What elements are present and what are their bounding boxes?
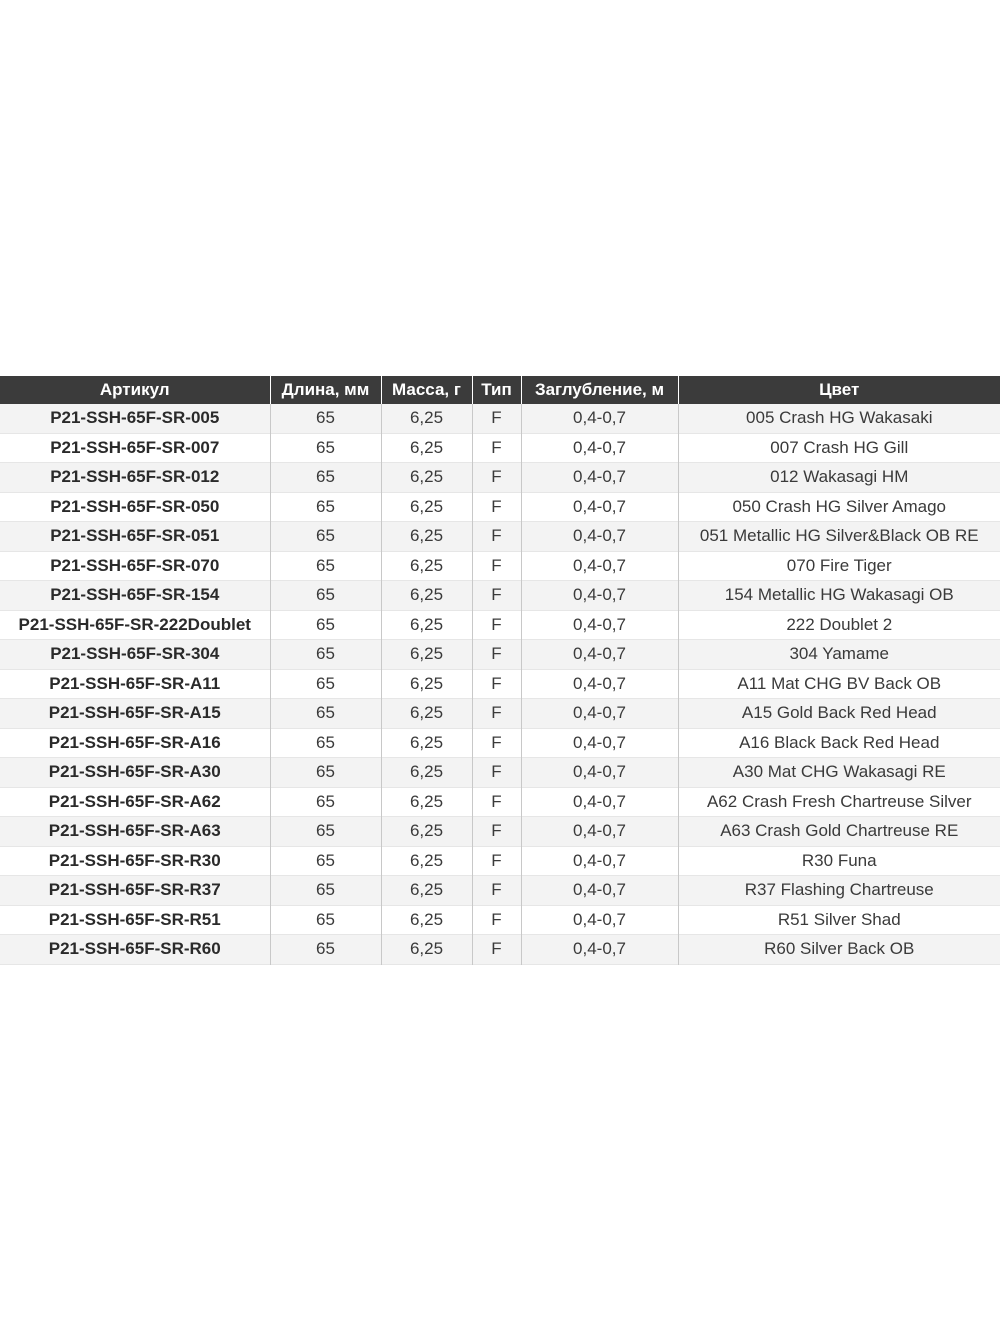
cell-mass: 6,25 [381, 669, 472, 699]
cell-article: P21-SSH-65F-SR-222Doublet [0, 610, 270, 640]
cell-type: F [472, 699, 521, 729]
header-depth: Заглубление, м [521, 376, 678, 404]
cell-color: 222 Doublet 2 [678, 610, 1000, 640]
cell-mass: 6,25 [381, 787, 472, 817]
cell-color: A11 Mat CHG BV Back OB [678, 669, 1000, 699]
cell-article: P21-SSH-65F-SR-A15 [0, 699, 270, 729]
cell-type: F [472, 817, 521, 847]
cell-article: P21-SSH-65F-SR-R30 [0, 846, 270, 876]
cell-mass: 6,25 [381, 610, 472, 640]
table-row [0, 404, 1000, 433]
cell-length: 65 [270, 876, 381, 906]
table-row [0, 876, 1000, 906]
cell-length: 65 [270, 817, 381, 847]
cell-depth: 0,4-0,7 [521, 876, 678, 906]
cell-type: F [472, 640, 521, 670]
cell-type: F [472, 846, 521, 876]
table-row [0, 581, 1000, 611]
table-header [0, 376, 1000, 404]
cell-depth: 0,4-0,7 [521, 846, 678, 876]
header-row [0, 376, 1000, 404]
cell-article: P21-SSH-65F-SR-A30 [0, 758, 270, 788]
table-row [0, 905, 1000, 935]
cell-mass: 6,25 [381, 728, 472, 758]
cell-article: P21-SSH-65F-SR-R51 [0, 905, 270, 935]
cell-color: 005 Crash HG Wakasaki [678, 404, 1000, 433]
table-row [0, 787, 1000, 817]
cell-type: F [472, 610, 521, 640]
table-row [0, 817, 1000, 847]
cell-color: A62 Crash Fresh Chartreuse Silver [678, 787, 1000, 817]
cell-mass: 6,25 [381, 876, 472, 906]
header-type: Тип [472, 376, 521, 404]
cell-depth: 0,4-0,7 [521, 492, 678, 522]
cell-length: 65 [270, 905, 381, 935]
cell-length: 65 [270, 433, 381, 463]
cell-mass: 6,25 [381, 846, 472, 876]
cell-article: P21-SSH-65F-SR-R60 [0, 935, 270, 965]
cell-length: 65 [270, 935, 381, 965]
cell-color: R51 Silver Shad [678, 905, 1000, 935]
cell-depth: 0,4-0,7 [521, 640, 678, 670]
spec-table-container [0, 376, 1000, 965]
table-row [0, 699, 1000, 729]
table-row [0, 551, 1000, 581]
cell-depth: 0,4-0,7 [521, 935, 678, 965]
cell-mass: 6,25 [381, 699, 472, 729]
cell-length: 65 [270, 846, 381, 876]
cell-mass: 6,25 [381, 433, 472, 463]
cell-article: P21-SSH-65F-SR-050 [0, 492, 270, 522]
cell-mass: 6,25 [381, 758, 472, 788]
cell-article: P21-SSH-65F-SR-051 [0, 522, 270, 552]
cell-depth: 0,4-0,7 [521, 699, 678, 729]
cell-mass: 6,25 [381, 905, 472, 935]
cell-type: F [472, 905, 521, 935]
cell-type: F [472, 758, 521, 788]
cell-color: A15 Gold Back Red Head [678, 699, 1000, 729]
cell-type: F [472, 433, 521, 463]
cell-mass: 6,25 [381, 522, 472, 552]
cell-depth: 0,4-0,7 [521, 404, 678, 433]
cell-type: F [472, 404, 521, 433]
cell-depth: 0,4-0,7 [521, 728, 678, 758]
cell-length: 65 [270, 404, 381, 433]
cell-depth: 0,4-0,7 [521, 817, 678, 847]
cell-mass: 6,25 [381, 404, 472, 433]
cell-length: 65 [270, 669, 381, 699]
cell-depth: 0,4-0,7 [521, 610, 678, 640]
cell-length: 65 [270, 699, 381, 729]
cell-depth: 0,4-0,7 [521, 581, 678, 611]
cell-length: 65 [270, 492, 381, 522]
cell-depth: 0,4-0,7 [521, 669, 678, 699]
cell-article: P21-SSH-65F-SR-007 [0, 433, 270, 463]
cell-type: F [472, 522, 521, 552]
cell-type: F [472, 551, 521, 581]
cell-length: 65 [270, 551, 381, 581]
table-row [0, 640, 1000, 670]
cell-depth: 0,4-0,7 [521, 551, 678, 581]
table-row [0, 433, 1000, 463]
cell-type: F [472, 669, 521, 699]
cell-type: F [472, 876, 521, 906]
cell-color: A63 Crash Gold Chartreuse RE [678, 817, 1000, 847]
cell-article: P21-SSH-65F-SR-A16 [0, 728, 270, 758]
cell-color: R60 Silver Back OB [678, 935, 1000, 965]
cell-depth: 0,4-0,7 [521, 433, 678, 463]
cell-color: 154 Metallic HG Wakasagi OB [678, 581, 1000, 611]
cell-type: F [472, 787, 521, 817]
header-article: Артикул [0, 376, 270, 404]
cell-color: A16 Black Back Red Head [678, 728, 1000, 758]
cell-mass: 6,25 [381, 817, 472, 847]
cell-depth: 0,4-0,7 [521, 522, 678, 552]
cell-mass: 6,25 [381, 492, 472, 522]
cell-article: P21-SSH-65F-SR-A11 [0, 669, 270, 699]
cell-length: 65 [270, 463, 381, 493]
table-body [0, 404, 1000, 964]
table-row [0, 522, 1000, 552]
cell-depth: 0,4-0,7 [521, 787, 678, 817]
cell-depth: 0,4-0,7 [521, 905, 678, 935]
cell-color: 012 Wakasagi HM [678, 463, 1000, 493]
cell-mass: 6,25 [381, 581, 472, 611]
cell-length: 65 [270, 581, 381, 611]
cell-color: A30 Mat CHG Wakasagi RE [678, 758, 1000, 788]
cell-depth: 0,4-0,7 [521, 758, 678, 788]
cell-type: F [472, 492, 521, 522]
cell-color: 050 Crash HG Silver Amago [678, 492, 1000, 522]
header-color: Цвет [678, 376, 1000, 404]
cell-article: P21-SSH-65F-SR-R37 [0, 876, 270, 906]
table-row [0, 610, 1000, 640]
cell-article: P21-SSH-65F-SR-154 [0, 581, 270, 611]
cell-article: P21-SSH-65F-SR-070 [0, 551, 270, 581]
table-row [0, 935, 1000, 965]
cell-color: 070 Fire Tiger [678, 551, 1000, 581]
table-row [0, 728, 1000, 758]
cell-length: 65 [270, 787, 381, 817]
cell-color: R37 Flashing Chartreuse [678, 876, 1000, 906]
cell-article: P21-SSH-65F-SR-012 [0, 463, 270, 493]
cell-depth: 0,4-0,7 [521, 463, 678, 493]
table-row [0, 846, 1000, 876]
table-row [0, 463, 1000, 493]
cell-mass: 6,25 [381, 640, 472, 670]
cell-mass: 6,25 [381, 551, 472, 581]
table-row [0, 758, 1000, 788]
header-length: Длина, мм [270, 376, 381, 404]
cell-length: 65 [270, 728, 381, 758]
cell-length: 65 [270, 758, 381, 788]
cell-color: 304 Yamame [678, 640, 1000, 670]
cell-type: F [472, 935, 521, 965]
cell-article: P21-SSH-65F-SR-304 [0, 640, 270, 670]
spec-table [0, 376, 1000, 965]
cell-mass: 6,25 [381, 935, 472, 965]
cell-article: P21-SSH-65F-SR-A62 [0, 787, 270, 817]
table-row [0, 492, 1000, 522]
cell-article: P21-SSH-65F-SR-A63 [0, 817, 270, 847]
cell-type: F [472, 728, 521, 758]
cell-type: F [472, 463, 521, 493]
cell-type: F [472, 581, 521, 611]
cell-color: R30 Funa [678, 846, 1000, 876]
header-mass: Масса, г [381, 376, 472, 404]
cell-length: 65 [270, 640, 381, 670]
cell-length: 65 [270, 610, 381, 640]
cell-mass: 6,25 [381, 463, 472, 493]
cell-color: 051 Metallic HG Silver&Black OB RE [678, 522, 1000, 552]
cell-color: 007 Crash HG Gill [678, 433, 1000, 463]
table-row [0, 669, 1000, 699]
cell-length: 65 [270, 522, 381, 552]
cell-article: P21-SSH-65F-SR-005 [0, 404, 270, 433]
